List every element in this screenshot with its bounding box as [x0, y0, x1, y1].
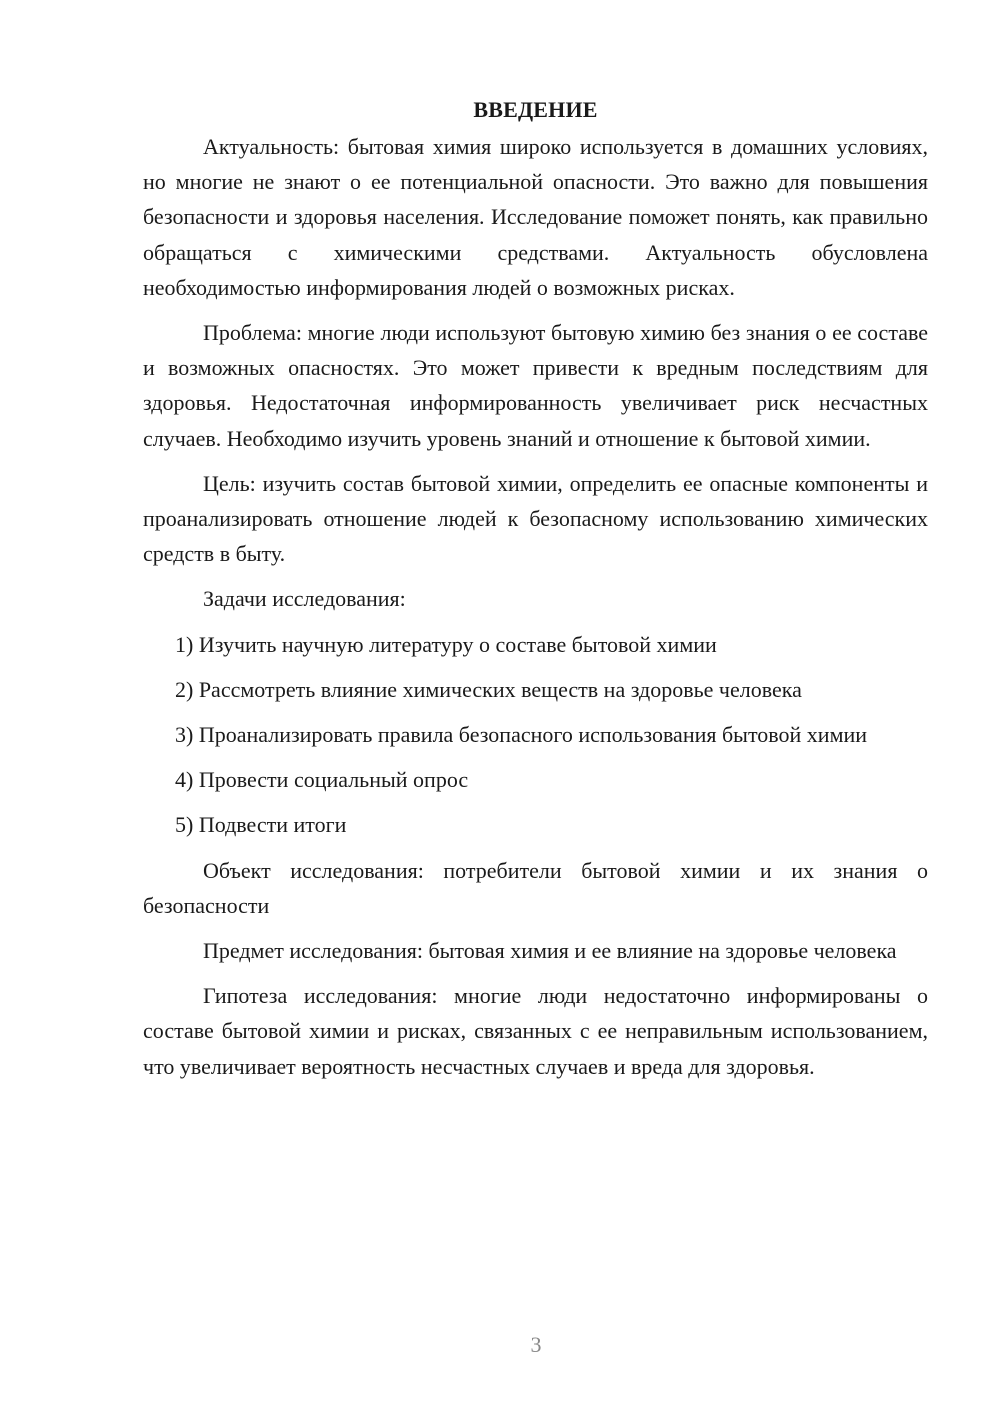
task-item-1: 1) Изучить научную литературу о составе бытовой химии: [175, 631, 717, 657]
paragraph-relevance: Актуальность: бытовая химия широко используется в домашних условиях, но многие не знают о ее потенциальной опасности. Это важно для повышения безопасности и здоровья населения. Исследование поможет понять, как правильно обращаться с химическими средствами. Актуальность обусловлена необходимостью информирования людей о возможных рисках.: [143, 134, 928, 300]
paragraph-tasks-intro: Задачи исследования:: [203, 586, 406, 612]
page-number: 3: [530, 1332, 542, 1357]
task-item-3: 3) Проанализировать правила безопасного использования бытовой химии: [175, 722, 868, 748]
paragraph-subject: Предмет исследования: бытовая химия и ее влияние на здоровье человека: [203, 938, 897, 964]
document-page: [143, 92, 928, 1094]
paragraph-hypothesis: Гипотеза исследования: многие люди недостаточно информированы о составе бытовой химии и рисках, связанных с ее неправильным использованием, что увеличивает вероятность несчастных случаев и вреда для здоровья.: [143, 983, 928, 1079]
paragraph-object: Объект исследования: потребители бытовой химии и их знания о безопасности: [143, 857, 928, 918]
task-item-5: 5) Подвести итоги: [175, 812, 347, 838]
paragraph-problem: Проблема: многие люди используют бытовую химию без знания о ее составе и возможных опасностях. Это может привести к вредным последствиям для здоровья. Недостаточная информированность увеличивает риск несчастных случаев. Необходимо изучить уровень знаний и отношение к бытовой химии.: [143, 320, 928, 451]
task-item-4: 4) Провести социальный опрос: [175, 767, 469, 793]
paragraph-goal: Цель: изучить состав бытовой химии, определить ее опасные компоненты и проанализировать отношение людей к безопасному использованию химических средств в быту.: [143, 470, 928, 567]
task-item-2: 2) Рассмотреть влияние химических веществ на здоровье человека: [175, 676, 802, 702]
section-heading: ВВЕДЕНИЕ: [473, 97, 598, 122]
